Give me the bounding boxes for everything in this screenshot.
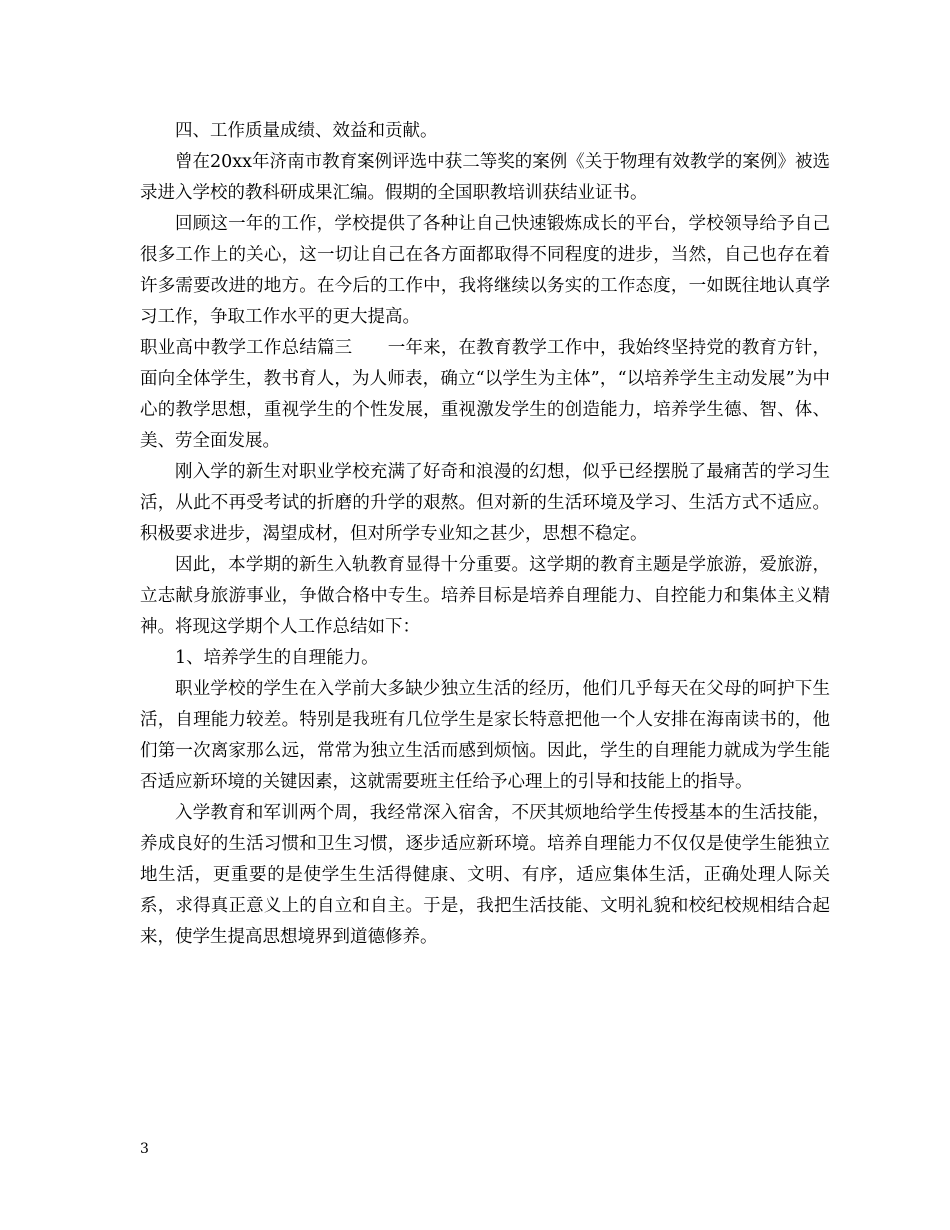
paragraph-education-theme: 因此，本学期的新生入轨教育显得十分重要。这学期的教育主题是学旅游，爱旅游，立志献身旅游事业，争做合格中专生。培养目标是培养自理能力、自控能力和集体主义精神。将现这学期个人工作总结如下： — [140, 555, 830, 637]
paragraph-self-care: 职业学校的学生在入学前大多缺少独立生活的经历，他们几乎每天在父母的呵护下生活，自理能力较差。特别是我班有几位学生是家长特意把他一个人安排在海南读书的，他们第一次离家那么远，常常为独立生活而感到烦恼。因此，学生的自理能力就成为学生能否适应新环境的关键因素，这就需要班主任给予心理上的引导和技能上的指导。 — [140, 679, 830, 792]
paragraph-review: 回顾这一年的工作，学校提供了各种让自己快速锻炼成长的平台，学校领导给予自己很多工作上的关心，这一切让自己在各方面都取得不同程度的进步，当然，自己也存在着许多需要改进的地方。在今后的工作中，我将继续以务实的工作态度，一如既往地认真学习工作，争取工作水平的更大提高。 — [140, 214, 830, 327]
paragraph-subheading-self-care: 1、培养学生的自理能力。 — [175, 648, 379, 668]
paragraph-new-students: 刚入学的新生对职业学校充满了好奇和浪漫的幻想，似乎已经摆脱了最痛苦的学习生活，从此不再受考试的折磨的升学的艰熬。但对新的生活环境及学习、生活方式不适应。积极要求进步，渴望成材，但对所学专业知之甚少，思想不稳定。 — [140, 462, 830, 544]
paragraph-award: 曾在20xx年济南市教育案例评选中获二等奖的案例《关于物理有效教学的案例》被选录进入学校的教科研成果汇编。假期的全国职教培训获结业证书。 — [140, 152, 830, 203]
paragraph-orientation: 入学教育和军训两个周，我经常深入宿舍，不厌其烦地给学生传授基本的生活技能，养成良好的生活习惯和卫生习惯，逐步适应新环境。培养自理能力不仅仅是使学生能独立地生活，更重要的是使学生生活得健康、文明、有序，适应集体生活，正确处理人际关系，求得真正意义上的自立和自主。于是，我把生活技能、文明礼貌和校纪校规相结合起来，使学生提高思想境界到道德修养。 — [140, 803, 830, 947]
paragraph-section-heading: 四、工作质量成绩、效益和贡献。 — [175, 121, 438, 141]
document-body — [140, 116, 830, 953]
page-number: 3 — [140, 1141, 149, 1157]
paragraph-part-three: 职业高中教学工作总结篇三 一年来，在教育教学工作中，我始终坚持党的教育方针，面向全体学生，教书育人，为人师表，确立“以学生为主体”，“以培养学生主动发展”为中心的教学思想，重视学生的个性发展，重视激发学生的创造能力，培养学生德、智、体、美、劳全面发展。 — [140, 338, 830, 451]
